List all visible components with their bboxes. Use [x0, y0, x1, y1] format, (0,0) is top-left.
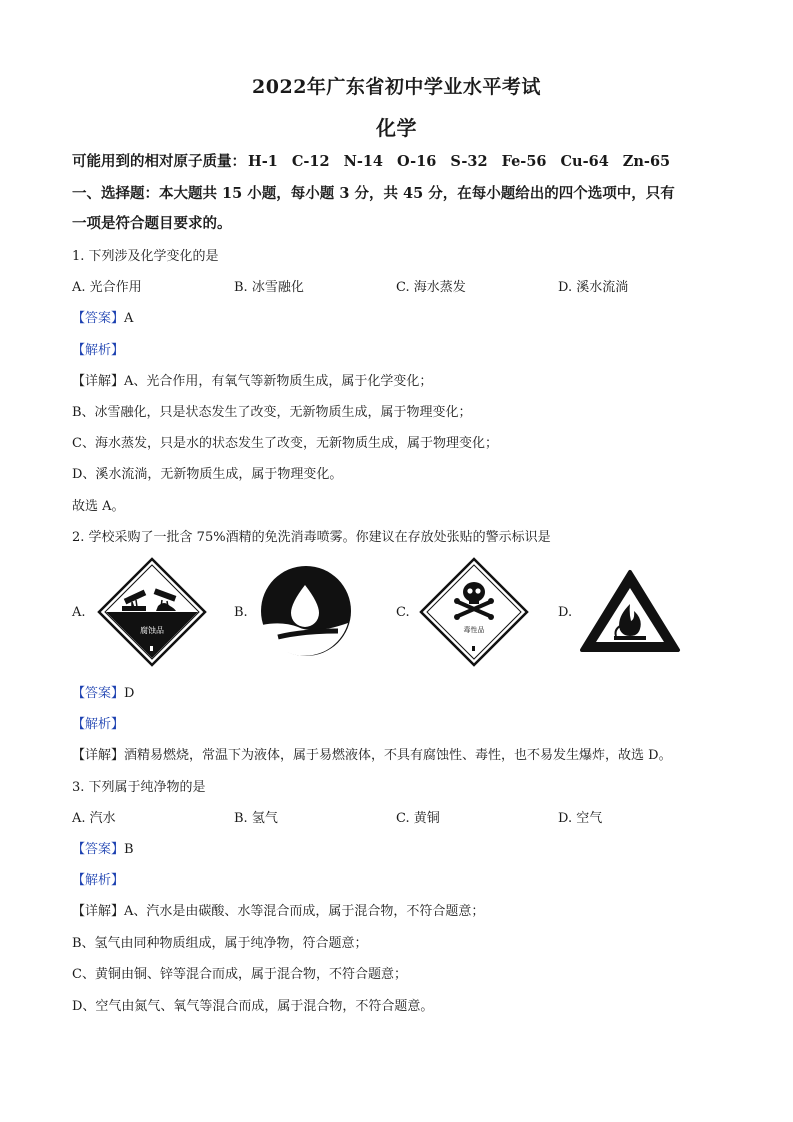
- q1-detail-b: B、冰雪融化，只是状态发生了改变，无新物质生成，属于物理变化；: [72, 405, 472, 420]
- q1-option-b: B. 冰雪融化: [234, 280, 304, 295]
- mass-item: N-14: [343, 153, 384, 170]
- atomic-masses-label: 可能用到的相对原子质量：: [72, 153, 246, 170]
- answer-value: B: [124, 842, 134, 857]
- q3-option-c: C. 黄铜: [396, 811, 440, 826]
- detail-label: 【详解】: [72, 374, 125, 389]
- mass-item: Zn-65: [622, 153, 671, 170]
- question-3-stem: 3. 下列属于纯净物的是: [72, 780, 206, 795]
- subject-title: 化学: [376, 116, 417, 140]
- detail-label: 【详解】: [72, 748, 125, 763]
- detail-label: 【详解】: [72, 904, 125, 919]
- water-saving-sign-icon: [258, 563, 354, 659]
- q3-detail-d: D、空气由氮气、氧气等混合而成，属于混合物，不符合题意。: [72, 999, 434, 1014]
- q1-detail: [72, 370, 432, 389]
- q1-option-a: A. 光合作用: [72, 280, 142, 295]
- corrosive-sign-icon: [96, 556, 208, 668]
- q2-option-a-letter: A.: [72, 605, 86, 620]
- q1-detail-c: C、海水蒸发，只是水的状态发生了改变，无新物质生成，属于物理变化；: [72, 436, 498, 451]
- q3-answer: [72, 838, 134, 857]
- section-heading: 一、选择题：本大题共 15 小题，每小题 3 分，共 45 分，在每小题给出的四个选项中，只有: [72, 185, 675, 202]
- page-title: 2022年广东省初中学业水平考试: [252, 76, 541, 98]
- q3-analysis-label: 【解析】: [72, 873, 125, 888]
- q2-detail: [72, 744, 672, 763]
- q3-option-d: D. 空气: [558, 811, 603, 826]
- q1-option-d: D. 溪水流淌: [558, 280, 629, 295]
- q2-option-c-letter: C.: [396, 605, 410, 620]
- q2-answer: [72, 682, 134, 701]
- q2-analysis-label: 【解析】: [72, 717, 125, 732]
- toxic-sign-icon: [418, 556, 530, 668]
- flammable-sign-icon: [578, 568, 682, 656]
- question-2-stem: 2. 学校采购了一批含 75%酒精的免洗消毒喷雾。你建议在存放处张贴的警示标识是: [72, 530, 551, 545]
- mass-item: S-32: [450, 153, 488, 170]
- q2-option-b-letter: B.: [234, 605, 248, 620]
- answer-value: D: [124, 686, 135, 701]
- q3-option-b: B. 氢气: [234, 811, 278, 826]
- detail-text: A、汽水是由碳酸、水等混合而成，属于混合物，不符合题意；: [124, 904, 485, 919]
- question-1-stem: 1. 下列涉及化学变化的是: [72, 249, 219, 264]
- q1-analysis-label: 【解析】: [72, 343, 125, 358]
- q2-option-d-letter: D.: [558, 605, 573, 620]
- q3-detail: [72, 900, 484, 919]
- mass-item: C-12: [291, 153, 330, 170]
- q3-detail-c: C、黄铜由铜、锌等混合而成，属于混合物，不符合题意；: [72, 967, 407, 982]
- corrosive-sign-text: 腐蚀品: [140, 626, 164, 635]
- mass-item: Cu-64: [560, 153, 609, 170]
- q3-detail-b: B、氢气由同种物质组成，属于纯净物，符合题意；: [72, 936, 368, 951]
- q1-option-c: C. 海水蒸发: [396, 280, 466, 295]
- mass-item: H-1: [248, 153, 278, 170]
- answer-label: 【答案】: [72, 686, 125, 701]
- toxic-sign-text: 毒性品: [463, 626, 485, 634]
- answer-label: 【答案】: [72, 311, 125, 326]
- q1-answer: [72, 307, 133, 326]
- mass-item: Fe-56: [501, 153, 547, 170]
- q1-detail-d: D、溪水流淌，无新物质生成，属于物理变化。: [72, 467, 343, 482]
- atomic-masses: [72, 150, 684, 171]
- detail-text: 酒精易燃烧，常温下为液体，属于易燃液体，不具有腐蚀性、毒性，也不易发生爆炸，故选 D。: [124, 748, 672, 763]
- detail-text: A、光合作用，有氧气等新物质生成，属于化学变化；: [124, 374, 433, 389]
- answer-value: A: [124, 311, 134, 326]
- answer-label: 【答案】: [72, 842, 125, 857]
- q3-option-a: A. 汽水: [72, 811, 116, 826]
- mass-item: O-16: [397, 153, 437, 170]
- q1-conclusion: 故选 A。: [72, 499, 125, 514]
- section-heading-cont: 一项是符合题目要求的。: [72, 215, 232, 232]
